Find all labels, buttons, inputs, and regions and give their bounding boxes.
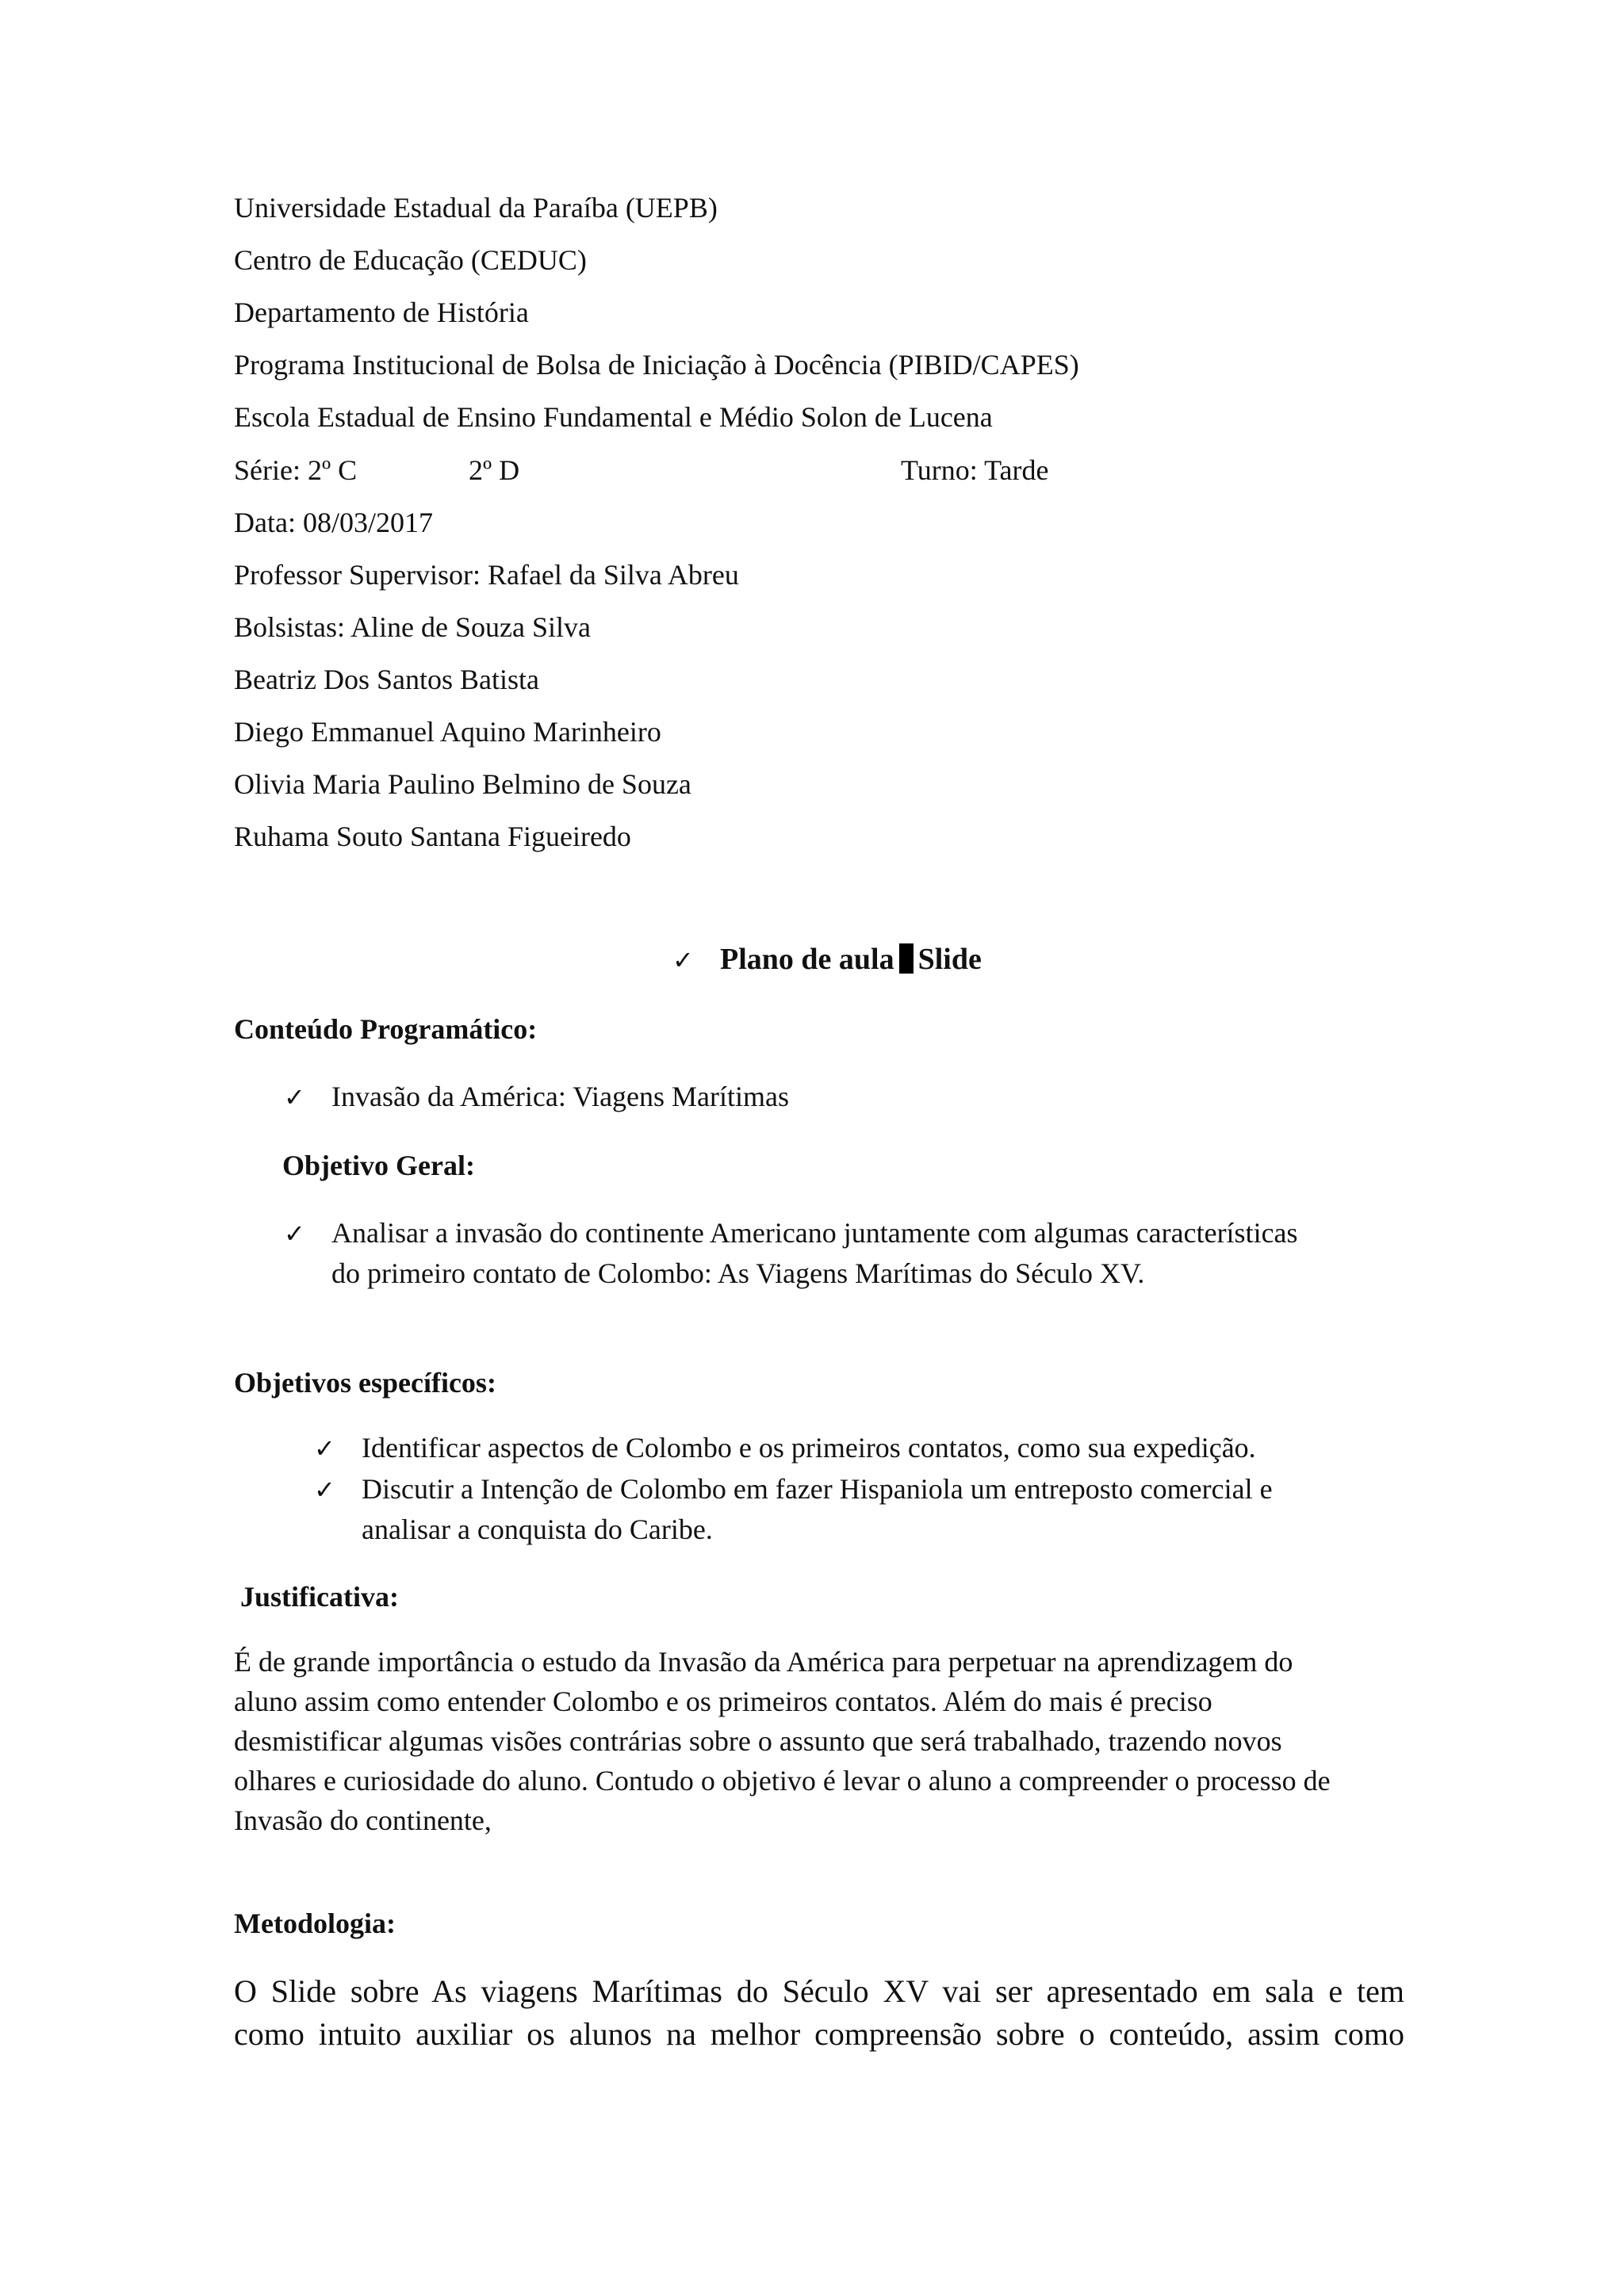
objetivo-geral-heading: Objetivo Geral: xyxy=(282,1150,475,1181)
objetivo-geral-line-1: Analisar a invasão do continente Americano juntamente com algumas características xyxy=(331,1217,1298,1249)
check-icon: ✓ xyxy=(284,1219,305,1249)
black-box-glyph xyxy=(899,943,914,974)
justificativa-line: Invasão do continente, xyxy=(234,1804,492,1836)
serie-label: Série: 2º C xyxy=(234,454,358,486)
department-name: Departamento de História xyxy=(234,297,529,328)
objetivo-geral-line-2: do primeiro contato de Colombo: As Viagens Marítimas do Século XV. xyxy=(331,1257,1145,1289)
turno: Turno: Tarde xyxy=(901,454,1049,486)
school-name: Escola Estadual de Ensino Fundamental e Médio Solon de Lucena xyxy=(234,401,993,433)
check-icon: ✓ xyxy=(314,1475,335,1505)
bolsista-5: Ruhama Souto Santana Figueiredo xyxy=(234,821,631,852)
bolsista-4: Olivia Maria Paulino Belmino de Souza xyxy=(234,768,691,800)
justificativa-paragraph xyxy=(234,1642,1404,1840)
professor-supervisor: Professor Supervisor: Rafael da Silva Abreu xyxy=(234,559,739,591)
title-right: Slide xyxy=(917,943,982,976)
check-icon: ✓ xyxy=(284,1082,305,1112)
metodologia-paragraph xyxy=(234,1970,1404,2056)
program-name: Programa Institucional de Bolsa de Iniciação à Docência (PIBID/CAPES) xyxy=(234,349,1079,381)
check-icon: ✓ xyxy=(314,1433,335,1464)
conteudo-item xyxy=(284,1079,789,1115)
justificativa-line: desmistificar algumas visões contrárias sobre o assunto que será trabalhado, trazendo novos xyxy=(234,1725,1282,1757)
bolsista-2: Beatriz Dos Santos Batista xyxy=(234,664,539,695)
center-name: Centro de Educação (CEDUC) xyxy=(234,244,587,276)
conteudo-item-text: Invasão da América: Viagens Marítimas xyxy=(331,1081,790,1112)
metodologia-heading: Metodologia: xyxy=(234,1908,396,1939)
objetivo-geral-item xyxy=(284,1215,1298,1251)
metodologia-line: O Slide sobre As viagens Marítimas do Século XV vai ser apresentado em sala e tem xyxy=(234,1973,1404,2009)
serie-d: 2º D xyxy=(469,454,520,486)
bolsistas: Bolsistas: Aline de Souza Silva xyxy=(234,611,591,643)
objetivos-especificos-heading: Objetivos específicos: xyxy=(234,1367,496,1399)
university-name: Universidade Estadual da Paraíba (UEPB) xyxy=(234,192,718,224)
justificativa-line: olhares e curiosidade do aluno. Contudo o objetivo é levar o aluno a compreender o processo de xyxy=(234,1765,1331,1797)
justificativa-line: É de grande importância o estudo da Invasão da América para perpetuar na aprendizagem do xyxy=(234,1646,1293,1678)
metodologia-line: como intuito auxiliar os alunos na melhor compreensão sobre o conteúdo, assim como xyxy=(234,2016,1404,2052)
objetivo-especifico-2-line-1: Discutir a Intenção de Colombo em fazer Hispaniola um entreposto comercial e xyxy=(362,1473,1273,1505)
objetivo-especifico-1 xyxy=(314,1430,1256,1466)
objetivo-especifico-2 xyxy=(314,1471,1273,1507)
objetivo-especifico-1-text: Identificar aspectos de Colombo e os primeiros contatos, como sua expedição. xyxy=(362,1432,1256,1464)
check-icon: ✓ xyxy=(672,945,694,975)
objetivo-especifico-2-line-2: analisar a conquista do Caribe. xyxy=(362,1513,713,1545)
title-left: Plano de aula xyxy=(720,943,894,976)
document-title xyxy=(672,942,982,978)
justificativa-line: aluno assim como entender Colombo e os primeiros contatos. Além do mais é preciso xyxy=(234,1686,1212,1717)
conteudo-heading: Conteúdo Programático: xyxy=(234,1013,538,1045)
date: Data: 08/03/2017 xyxy=(234,507,433,538)
bolsista-3: Diego Emmanuel Aquino Marinheiro xyxy=(234,716,661,748)
serie-row xyxy=(234,453,1404,488)
justificativa-heading: Justificativa: xyxy=(240,1581,399,1613)
